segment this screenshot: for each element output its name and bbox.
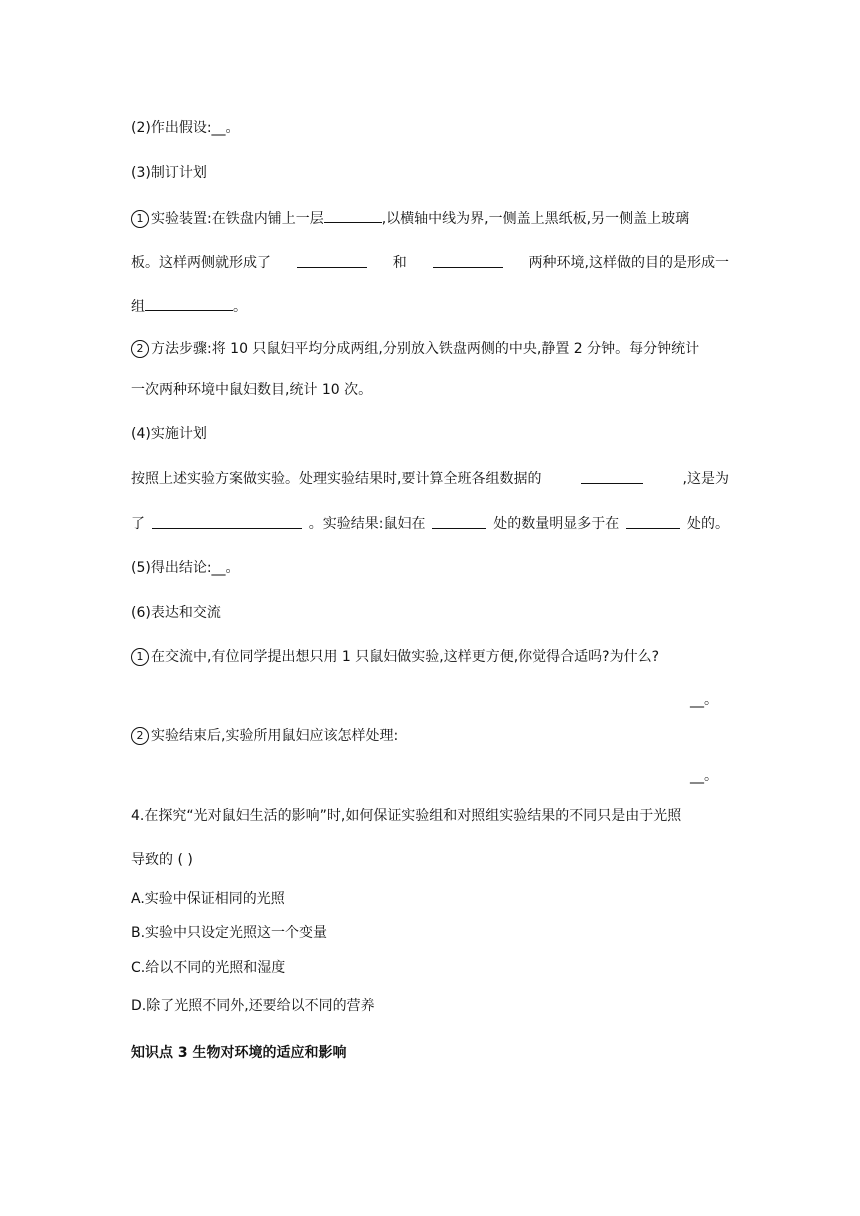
item-1-line-1: [131, 208, 689, 229]
answer-blank[interactable]: [152, 514, 302, 529]
item-2-text-a: 方法步骤:将 10 只鼠妇平均分成两组,分别放入铁盘两侧的中央,静置 2 分钟。每分钟统计: [151, 341, 700, 357]
answer-blank[interactable]: [432, 514, 486, 529]
option-c[interactable]: C.给以不同的光照和湿度: [131, 960, 286, 976]
step-2-hypothesis: (2)作出假设:__。: [131, 120, 240, 136]
item-6-1-answer-line: __。: [690, 692, 718, 708]
section-heading: 知识点 3 生物对环境的适应和影响: [131, 1045, 347, 1061]
option-b[interactable]: B.实验中只设定光照这一个变量: [131, 925, 328, 941]
answer-blank[interactable]: [626, 514, 680, 529]
circled-number-1: 1: [131, 648, 149, 666]
step-4-line-2: [131, 514, 729, 534]
step-4-text-e: 处的数量明显多于在: [493, 516, 620, 532]
item-6-2-question: [131, 726, 398, 746]
item-2-line-1: [131, 339, 699, 359]
step-4-text-d: 。实验结果:鼠妇在: [308, 516, 426, 532]
item-1-line-2: [131, 253, 729, 273]
answer-blank[interactable]: [297, 253, 367, 268]
item-1-text-b: ,以横轴中线为界,一侧盖上黑纸板,另一侧盖上玻璃: [381, 211, 690, 227]
step-4-text-a: 按照上述实验方案做实验。处理实验结果时,要计算全班各组数据的: [131, 471, 542, 487]
item-1-text-g: 。: [233, 299, 247, 315]
step-4-heading: (4)实施计划: [131, 426, 207, 442]
answer-blank[interactable]: [145, 296, 233, 311]
question-4-line-1: 4.在探究“光对鼠妇生活的影响”时,如何保证实验组和对照组实验结果的不同只是由于光照: [131, 808, 682, 824]
item-1-text-a: 实验装置:在铁盘内铺上一层: [151, 211, 324, 227]
item-1-text-f: 组: [131, 299, 145, 315]
option-a[interactable]: A.实验中保证相同的光照: [131, 891, 285, 907]
step-4-text-b: ,这是为: [682, 471, 729, 487]
step-3-heading: (3)制订计划: [131, 165, 207, 181]
item-1-text-e: 两种环境,这样做的目的是形成一: [528, 255, 729, 271]
circled-number-1: 1: [131, 210, 149, 228]
step-6-heading: (6)表达和交流: [131, 605, 221, 621]
item-1-text-d: 和: [392, 255, 407, 271]
answer-blank[interactable]: [324, 208, 382, 223]
circled-number-2: 2: [131, 340, 149, 358]
answer-blank[interactable]: [581, 469, 643, 484]
step-4-line-1: [131, 469, 729, 489]
question-4-line-2: 导致的 ( ): [131, 852, 193, 868]
item-6-2-answer-line: __。: [690, 768, 718, 784]
option-d[interactable]: D.除了光照不同外,还要给以不同的营养: [131, 998, 375, 1014]
step-4-text-c: 了: [131, 516, 145, 532]
step-5-conclusion: (5)得出结论:__。: [131, 560, 240, 576]
item-6-1-text: 在交流中,有位同学提出想只用 1 只鼠妇做实验,这样更方便,你觉得合适吗?为什么?: [151, 649, 660, 665]
step-4-text-f: 处的。: [686, 516, 729, 532]
item-2-line-2: 一次两种环境中鼠妇数目,统计 10 次。: [131, 382, 373, 398]
item-6-2-text: 实验结束后,实验所用鼠妇应该怎样处理:: [151, 728, 399, 744]
circled-number-2: 2: [131, 727, 149, 745]
item-1-line-3: [131, 296, 247, 317]
answer-blank[interactable]: [433, 253, 503, 268]
item-6-1-question: [131, 647, 659, 667]
item-1-text-c: 板。这样两侧就形成了: [131, 255, 271, 271]
